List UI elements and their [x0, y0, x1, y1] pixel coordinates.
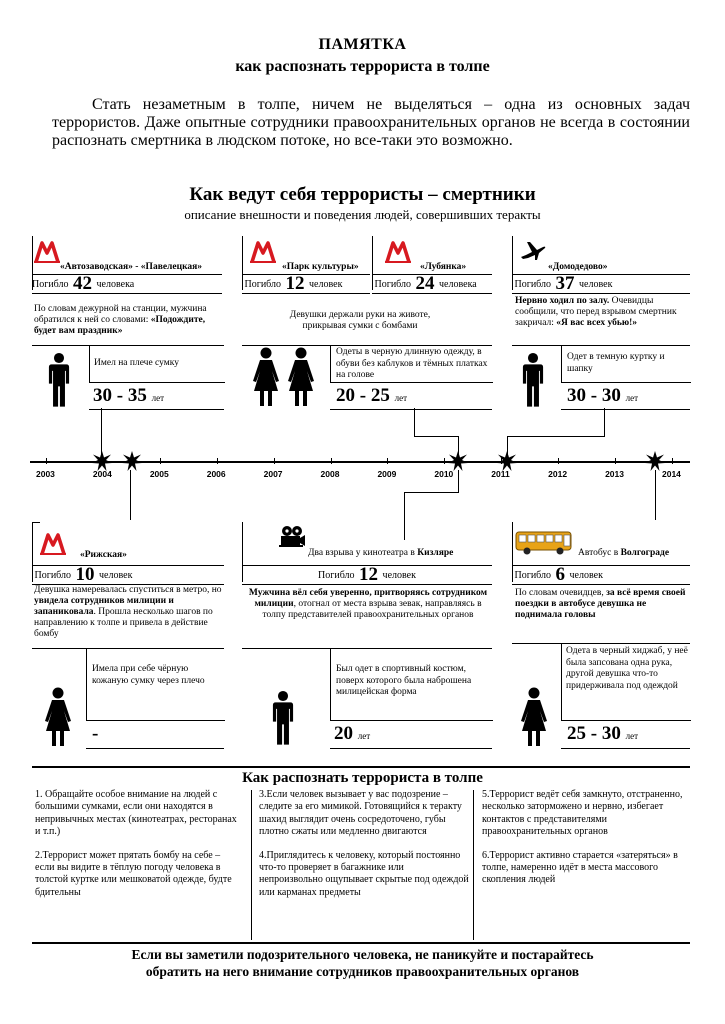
age-value: 20 лет	[334, 723, 371, 744]
explosion-icon	[497, 451, 517, 471]
timeline-tick	[217, 458, 218, 464]
appearance-text: Одета в черный хиджаб, у неё была запсована одна рука, другой девушка что-то придерживала под одеждой	[566, 646, 688, 691]
year-label: 2010	[434, 469, 454, 479]
timeline-connector	[414, 408, 415, 436]
death-toll: Погибло 12 человек	[242, 565, 492, 585]
year-label: 2011	[491, 469, 510, 479]
tip-4: 4.Приглядитесь к человеку, который постоянно что-то проверяет в багажнике или непроизвольно ощупывает скрытые под одеждой или карманах предметы	[259, 849, 469, 898]
column-divider	[251, 790, 252, 940]
appearance-text: Одеты в черную длинную одежду, в обуви без каблуков и тёмных платках на голове	[336, 347, 488, 380]
explosion-icon	[92, 451, 112, 471]
tip-5: 5.Террорист ведёт себя замкнуто, отстраненно, несколько заторможено и нервно, избегает контактов с представителями правоохранительных органов	[482, 789, 683, 838]
metro-logo-icon	[250, 240, 276, 264]
station-name: Два взрыва у кинотеатра в Кизляре	[308, 548, 454, 558]
divider	[32, 766, 690, 768]
timeline-tick	[387, 458, 388, 464]
tips-title: Как распознать террориста в толпе	[242, 770, 483, 786]
metro-logo-icon	[40, 532, 66, 556]
year-label: 2014	[662, 469, 681, 479]
appearance-text: Одет в темную куртку и шапку	[567, 352, 665, 374]
metro-logo-icon	[34, 240, 60, 264]
page-title: ПАМЯТКА	[318, 36, 407, 53]
timeline-connector	[604, 408, 605, 436]
death-toll: Погибло 6 человек	[512, 565, 690, 585]
tips-column-3	[482, 789, 687, 898]
tip-1: 1. Обращайте особое внимание на людей с большими сумками, если они находятся в непривычных местах (кинотеатрах, ресторанах и т.п.)	[35, 789, 237, 838]
airplane-icon	[520, 240, 546, 262]
year-label: 2008	[320, 469, 340, 479]
appearance-text: Имела при себе чёрную кожаную сумку через плечо	[92, 664, 205, 686]
divider	[32, 522, 40, 523]
timeline-tick	[672, 458, 673, 464]
timeline-connector	[414, 436, 458, 437]
woman-icon	[252, 347, 280, 407]
year-label: 2007	[263, 469, 283, 479]
film-camera-icon	[278, 525, 306, 551]
age-value: 30 - 30 лет	[567, 385, 638, 406]
station-name: «Автозаводская» - «Павелецкая»	[60, 262, 203, 272]
final-notice: Если вы заметили подозрительного человека, не паникуйте и постарайтесь обратить на него внимание сотрудников правоохранительных органов	[131, 947, 594, 979]
metro-logo-icon	[385, 240, 411, 264]
timeline-connector	[507, 436, 605, 437]
tip-2: 2.Террорист может прятать бомбу на себе – если вы видите в тёплую погоду человека в толстой куртке или мешковатой одежде, будте бдительны	[35, 849, 232, 898]
death-toll: Погибло 12 человек	[242, 274, 370, 294]
timeline-tick	[274, 458, 275, 464]
man-icon	[48, 352, 70, 408]
tip-3: 3.Если человек вызывает у вас подозрение – следите за его мимикой. Готовящийся к теракту шахид выглядит очень сосредоточено, губы плотно сжаты или медленно двигаются	[259, 789, 462, 838]
timeline-tick	[615, 458, 616, 464]
age-value: -	[92, 723, 99, 744]
timeline-connector	[655, 470, 656, 520]
page-subtitle: как распознать террориста в толпе	[235, 58, 490, 75]
timeline-tick	[444, 458, 445, 464]
station-name: «Парк культуры»	[282, 262, 359, 272]
appearance-text: Был одет в спортивный костюм, поверх которого была наброшена милицейская форма	[336, 664, 472, 697]
explosion-icon	[448, 451, 468, 471]
age-box	[86, 720, 224, 749]
timeline-tick	[46, 458, 47, 464]
timeline-connector	[130, 470, 131, 520]
timeline-connector	[404, 492, 459, 493]
year-label: 2012	[548, 469, 568, 479]
column-divider	[473, 790, 474, 940]
man-icon	[272, 690, 294, 746]
age-value: 30 - 35 лет	[93, 385, 164, 406]
year-label: 2013	[605, 469, 624, 479]
tips-column-2	[259, 789, 469, 910]
eyewitness-text: Девушка намеревалась спуститься в метро, но увидела сотрудников милиции и запаниковала. Прошла несколько шагов по направлению к толпе и привела в действие бомбу	[34, 585, 222, 639]
bus-icon	[515, 530, 573, 556]
year-label: 2004	[92, 469, 112, 479]
eyewitness-text: Девушки держали руки на животе, прикрывая сумки с бомбами	[289, 310, 431, 331]
year-label: 2006	[206, 469, 226, 479]
station-name: «Лубянка»	[420, 262, 467, 272]
section-subtitle: описание внешности и поведения людей, совершивших теракты	[184, 207, 541, 222]
appearance-text: Имел на плече сумку	[94, 358, 180, 368]
timeline-connector	[458, 470, 459, 492]
year-label: 2003	[36, 469, 55, 479]
section-title: Как ведут себя террористы – смертники	[189, 184, 536, 205]
divider	[32, 942, 690, 944]
death-toll: Погибло 42 человека	[32, 274, 222, 294]
death-toll: Погибло 37 человек	[512, 274, 690, 294]
timeline-tick	[331, 458, 332, 464]
eyewitness-text: По словам дежурной на станции, мужчина обратился к ней со словами: «Подождите, будет вам праздник»	[34, 304, 207, 336]
eyewitness-text: Нервно ходил по залу. Очевидцы сообщили, что перед взрывом смертник закричал: «Я вас всех убью!»	[515, 296, 677, 328]
explosion-icon	[122, 451, 142, 471]
year-label: 2005	[149, 469, 169, 479]
timeline-tick	[558, 458, 559, 464]
station-name: «Рижская»	[80, 550, 127, 560]
tip-6: 6.Террорист активно старается «затеряться» в толпе, намеренно идёт в места массового скопления людей	[482, 849, 678, 886]
woman-icon	[287, 347, 315, 407]
woman-icon	[44, 687, 72, 747]
age-value: 25 - 30 лет	[567, 723, 638, 744]
explosion-icon	[645, 451, 665, 471]
timeline-tick	[160, 458, 161, 464]
man-icon	[522, 352, 544, 408]
eyewitness-text: Мужчина вёл себя уверенно, притворяясь сотрудником милиции, отогнал от места взрыва зевак, направляясь в толпу представителей правоохранительных органов	[248, 588, 488, 620]
timeline-connector	[404, 492, 405, 540]
death-toll: Погибло 24 человека	[372, 274, 492, 294]
age-value: 20 - 25 лет	[336, 385, 407, 406]
death-toll: Погибло 10 человек	[32, 565, 224, 585]
intro-paragraph: Стать незаметным в толпе, ничем не выделяться – одна из основных задач террористов. Даже опытные сотрудники правоохранительных органов не всегда в состоянии распознать смертника в людском потоке, но все-таки это возможно.	[52, 96, 690, 149]
timeline-connector	[101, 408, 102, 455]
year-label: 2009	[377, 469, 397, 479]
tips-column-1	[35, 789, 240, 910]
woman-icon	[520, 687, 548, 747]
eyewitness-text: По словам очевидцев, за всё время своей поездки в автобусе девушка не поднимала головы	[515, 588, 686, 620]
station-name: «Домодедово»	[548, 262, 608, 272]
station-name: Автобус в Волгограде	[578, 548, 670, 558]
